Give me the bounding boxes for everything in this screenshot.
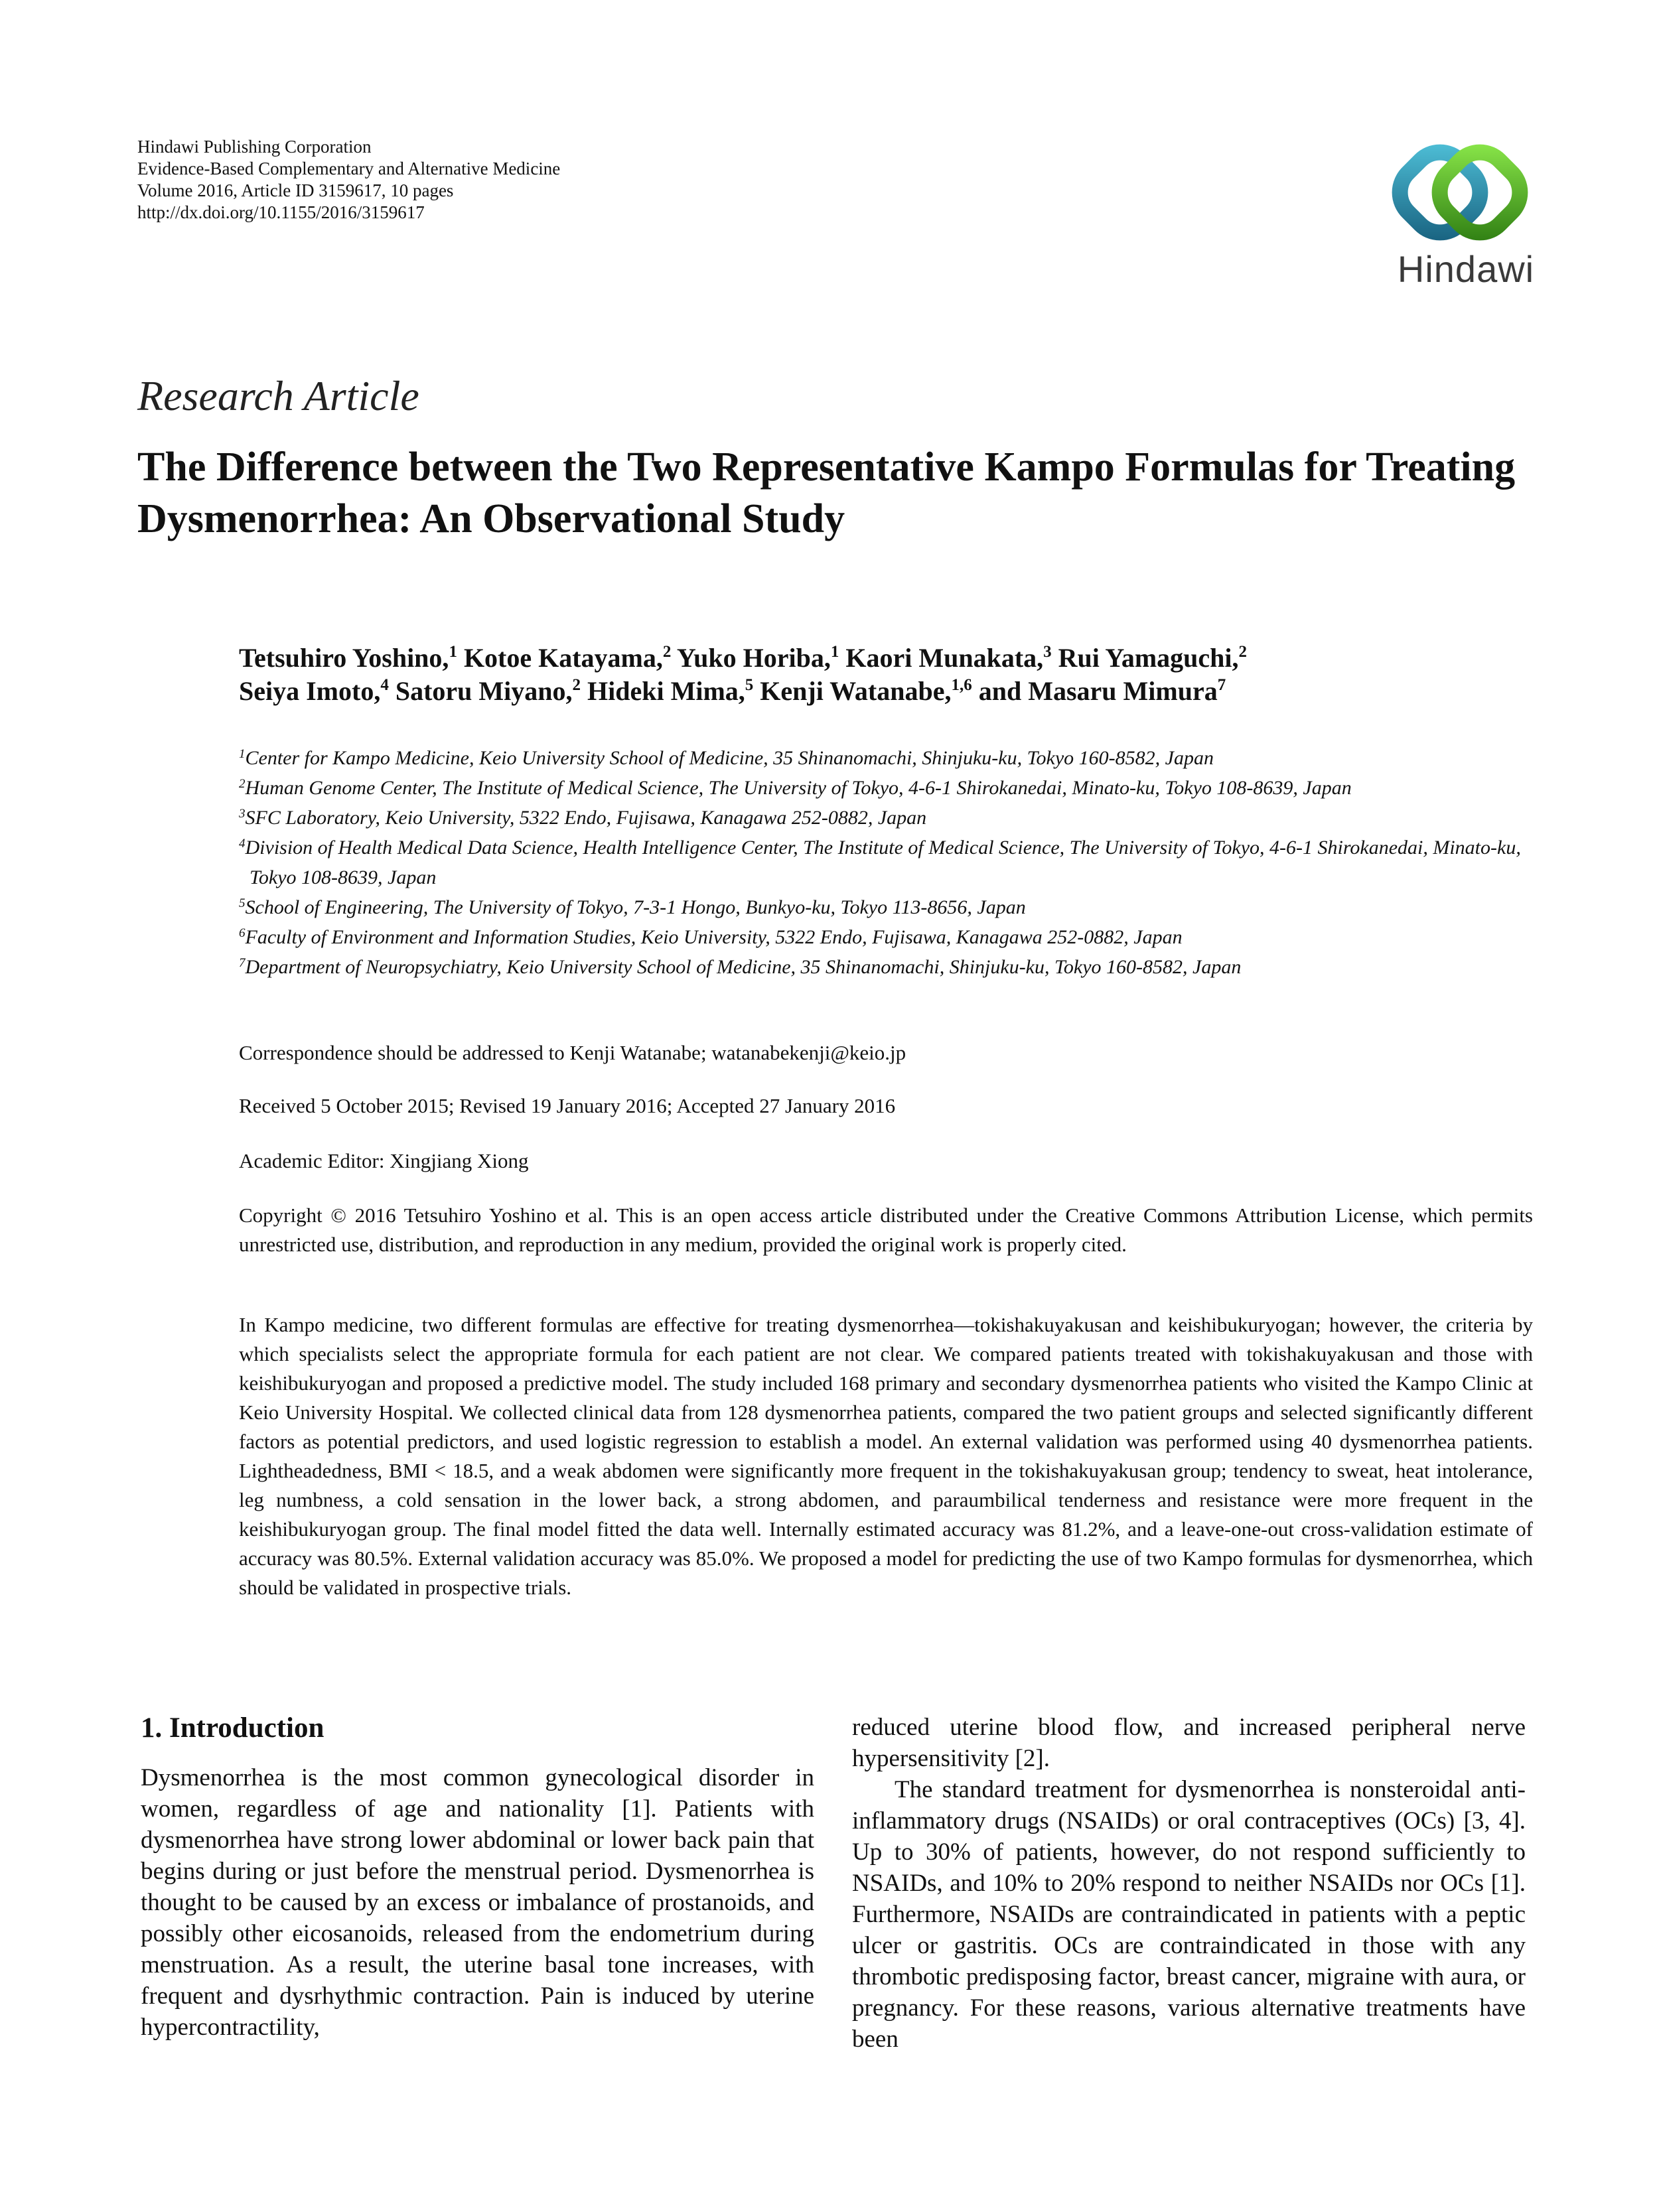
body-column-left [141, 1712, 814, 2043]
affiliation [239, 743, 1533, 773]
author [979, 676, 1226, 706]
journal-name: Evidence-Based Complementary and Alternative Medicine [137, 159, 561, 178]
academic-editor: Academic Editor: Xingjiang Xiong [239, 1149, 529, 1172]
affiliation [239, 952, 1533, 982]
author [760, 676, 972, 706]
affiliation [239, 892, 1533, 922]
affiliation-text: Center for Kampo Medicine, Keio University School of Medicine, 35 Shinanomachi, Shinjuku-ku, Tokyo 160-8582, Japan [245, 747, 1214, 769]
journal-info [137, 136, 560, 224]
affiliation-text: Faculty of Environment and Information Studies, Keio University, 5322 Endo, Fujisawa, Kanagawa 252-0882, Japan [245, 926, 1183, 948]
article-title: The Difference between the Two Representative Kampo Formulas for Treating Dysmenorrhea: An Observational Study [137, 445, 1516, 541]
affiliation-text: Department of Neuropsychiatry, Keio University School of Medicine, 35 Shinanomachi, Shinjuku-ku, Tokyo 160-8582, Japan [245, 956, 1242, 978]
author-name: Kotoe Katayama, [463, 643, 663, 673]
author-affiliation-mark: 2 [1238, 643, 1248, 661]
author-affiliation-mark: 2 [572, 676, 581, 694]
author-name: Seiya Imoto, [239, 676, 381, 706]
author [239, 676, 389, 706]
section-heading: 1. Introduction [141, 1712, 325, 1744]
author-affiliation-mark: 2 [662, 643, 672, 661]
author-affiliation-mark: 7 [1217, 676, 1226, 694]
affiliation [239, 922, 1533, 952]
affiliation-number: 7 [239, 956, 246, 970]
affiliation-number: 3 [239, 807, 246, 821]
author-affiliation-mark: 3 [1043, 643, 1052, 661]
author [239, 643, 457, 673]
author [587, 676, 753, 706]
author-name: and Masaru Mimura [978, 676, 1218, 706]
affiliation-number: 2 [239, 777, 246, 791]
author [845, 643, 1051, 673]
author-name: Satoru Miyano, [395, 676, 573, 706]
article-dates: Received 5 October 2015; Revised 19 January 2016; Accepted 27 January 2016 [239, 1094, 896, 1117]
doi-link[interactable]: http://dx.doi.org/10.1155/2016/3159617 [137, 202, 425, 222]
affiliation-list [239, 743, 1533, 982]
author [677, 643, 839, 673]
abstract: In Kampo medicine, two different formulas are effective for treating dysmenorrhea—tokishakuyakusan and keishibukuryogan; however, the criteria by which specialists select the appropriate formula for each patient are not clear. We compared patients treated with tokishakuyakusan and those with keishibukuryogan and proposed a predictive model. The study included 168 primary and secondary dysmenorrhea patients who visited the Kampo Clinic at Keio University Hospital. We collected clinical data from 128 dysmenorrhea patients, compared the two patient groups and selected significantly different factors as potential predictors, and used logistic regression to establish a model. An external validation was performed using 40 dysmenorrhea patients. Lightheadedness, BMI < 18.5, and a weak abdomen were significantly more frequent in the tokishakuyakusan group; tendency to sweat, heat intolerance, leg numbness, a cold sensation in the lower back, a strong abdomen, and paraumbilical tenderness and resistance were more frequent in the keishibukuryogan group. The final model fitted the data well. Internally estimated accuracy was 81.2%, and a leave-one-out cross-validation estimate of accuracy was 80.5%. External validation accuracy was 85.0%. We proposed a model for predicting the use of two Kampo formulas for dysmenorrhea, which should be validated in prospective trials. [239, 1313, 1533, 1599]
correspondence: Correspondence should be addressed to Kenji Watanabe; watanabekenji@keio.jp [239, 1041, 906, 1064]
author-affiliation-mark: 1,6 [951, 676, 972, 694]
author-name: Hideki Mima, [587, 676, 745, 706]
body-paragraph: Dysmenorrhea is the most common gynecological disorder in women, regardless of age and nationality [1]. Patients with dysmenorrhea have strong lower abdominal or lower back pain that begins during or just before the menstrual period. Dysmenorrhea is thought to be caused by an excess or imbalance of prostanoids, and possibly other eicosanoids, released from the endometrium during menstruation. As a result, the uterine basal tone increases, with frequent and dysrhythmic contraction. Pain is induced by uterine hypercontractility, [141, 1764, 814, 2041]
body-paragraph: The standard treatment for dysmenorrhea is nonsteroidal anti-inflammatory drugs (NSAIDs) or oral contraceptives (OCs) [3, 4]. Up to 30% of patients, however, do not respond sufficiently to NSAIDs, and 10% to 20% respond to neither NSAIDs nor OCs [1]. Furthermore, NSAIDs are contraindicated in patients with a peptic ulcer or gastritis. OCs are contraindicated in those with any thrombotic predisposing factor, breast cancer, migraine with aura, or pregnancy. For these reasons, various alternative treatments have been [852, 1776, 1526, 2053]
affiliation [239, 803, 1533, 833]
affiliation-text: SFC Laboratory, Keio University, 5322 Endo, Fujisawa, Kanagawa 252-0882, Japan [245, 807, 927, 829]
author-list [239, 642, 1533, 708]
interlocking-rings-icon [1380, 136, 1553, 249]
copyright-notice: Copyright © 2016 Tetsuhiro Yoshino et al. This is an open access article distributed under the Creative Commons Attribution License, which permits unrestricted use, distribution, and reproduction in any medium, provided the original work is properly cited. [239, 1204, 1533, 1256]
author-name: Kenji Watanabe, [760, 676, 952, 706]
affiliation-text: Human Genome Center, The Institute of Medical Science, The University of Tokyo, 4-6-1 Shirokanedai, Minato-ku, Tokyo 108-8639, Japan [245, 777, 1352, 799]
article-type: Research Article [137, 372, 419, 419]
author-name: Kaori Munakata, [845, 643, 1044, 673]
author-affiliation-mark: 1 [830, 643, 839, 661]
affiliation-number: 1 [239, 747, 246, 761]
author-name: Rui Yamaguchi, [1058, 643, 1239, 673]
affiliation-number: 5 [239, 896, 246, 910]
affiliation-text: School of Engineering, The University of Tokyo, 7-3-1 Hongo, Bunkyo-ku, Tokyo 113-8656, Japan [245, 896, 1026, 918]
author-name: Tetsuhiro Yoshino, [239, 643, 449, 673]
author-affiliation-mark: 1 [449, 643, 457, 661]
author-affiliation-mark: 4 [380, 676, 389, 694]
volume-info: Volume 2016, Article ID 3159617, 10 pages [137, 180, 454, 200]
body-column-right [852, 1712, 1526, 2055]
affiliation-number: 4 [239, 837, 246, 851]
affiliation-text: Division of Health Medical Data Science, Health Intelligence Center, The Institute of Medical Science, The University of Tokyo, 4-6-1 Shirokanedai, Minato-ku, Tokyo 108-8639, Japan [245, 837, 1521, 888]
logo-wordmark: Hindawi [1397, 248, 1535, 290]
publisher-name: Hindawi Publishing Corporation [137, 137, 372, 157]
affiliation-number: 6 [239, 926, 246, 940]
author [1058, 643, 1247, 673]
author [464, 643, 671, 673]
hindawi-logo [1380, 136, 1553, 289]
affiliation [239, 773, 1533, 803]
affiliation [239, 833, 1533, 892]
body-paragraph-continuation: reduced uterine blood flow, and increased peripheral nerve hypersensitivity [2]. [852, 1714, 1526, 1772]
author-affiliation-mark: 5 [745, 676, 754, 694]
author [396, 676, 581, 706]
author-name: Yuko Horiba, [676, 643, 831, 673]
